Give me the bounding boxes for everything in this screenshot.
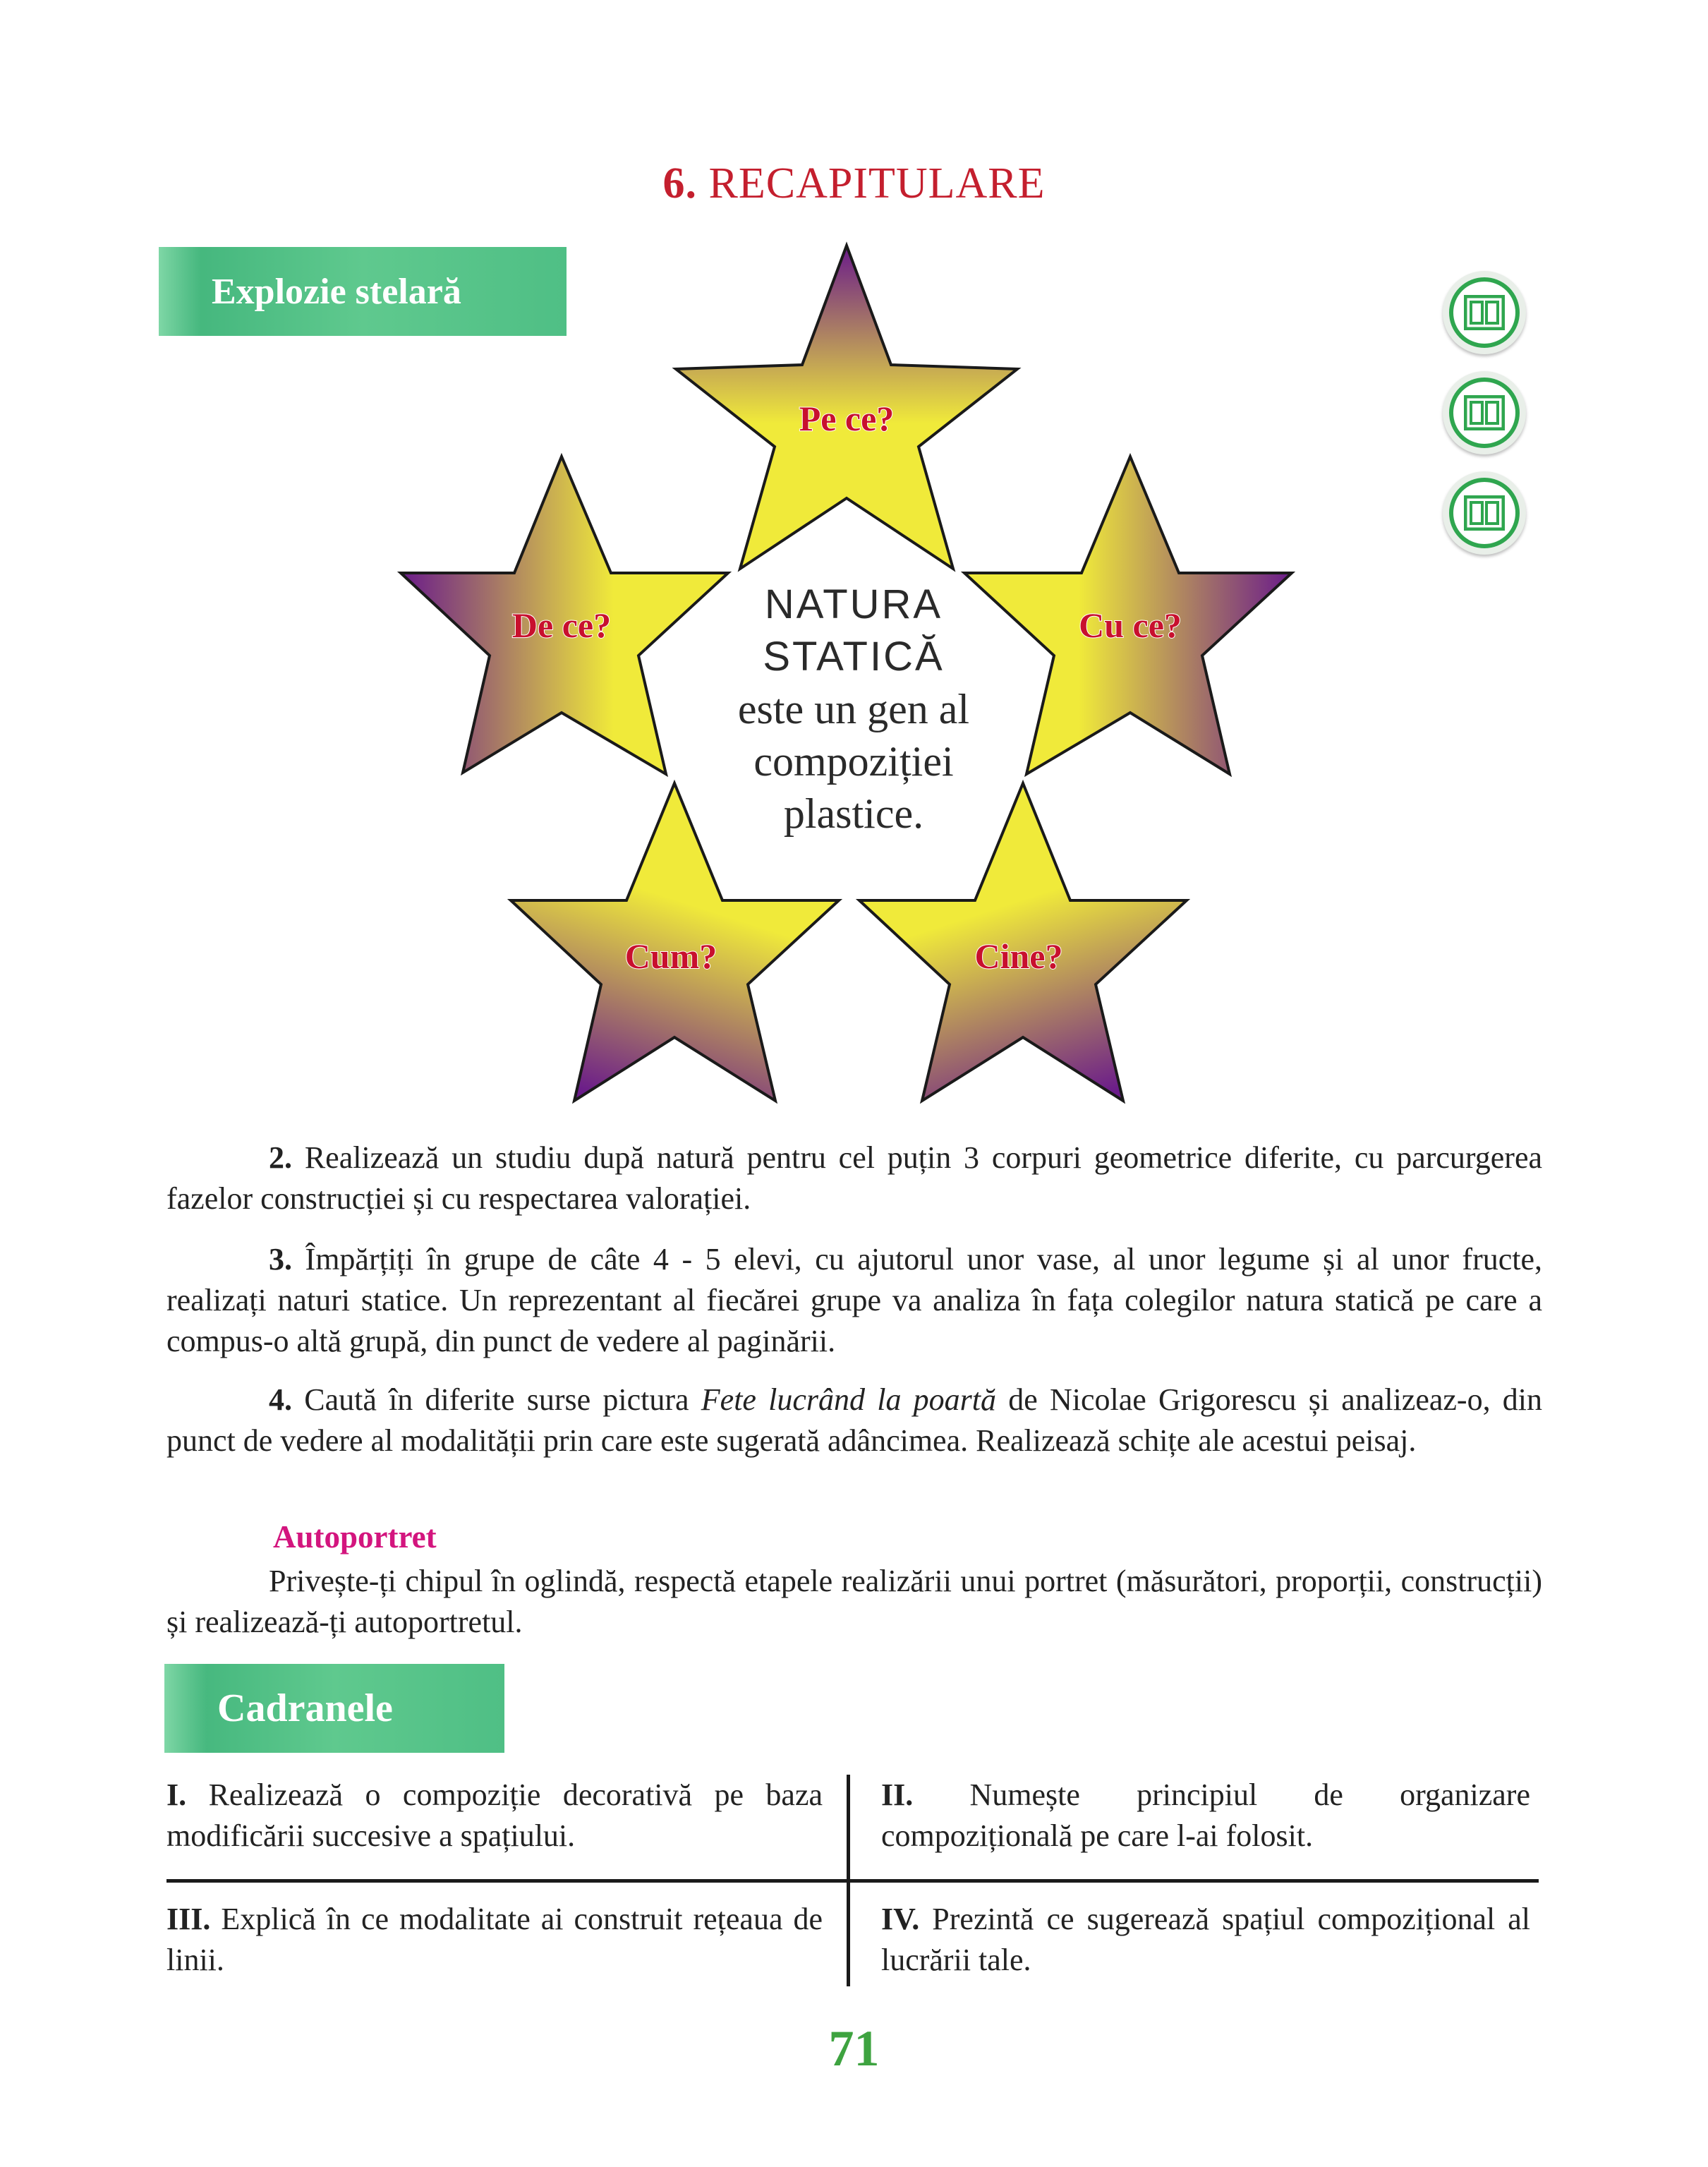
section-tag-cadranele — [164, 1664, 504, 1753]
exercise-number: 2. — [269, 1140, 292, 1175]
quadrant-number: I. — [166, 1777, 187, 1812]
quadrant-text: Realizează o compoziție decorativă pe baza modificării succesive a spațiului. — [166, 1777, 823, 1853]
quadrants-grid — [166, 1775, 1539, 1986]
exercise-4 — [166, 1380, 1542, 1461]
quadrant-2 — [881, 1775, 1530, 1857]
quadrant-4 — [881, 1899, 1530, 1981]
autoportret-heading: Autoportret — [273, 1519, 437, 1555]
center-statement — [663, 579, 1044, 840]
star-label-left: De ce? — [511, 605, 612, 645]
center-line-4: compoziției — [753, 738, 954, 785]
exercise-number: 4. — [269, 1382, 292, 1417]
quadrant-number: IV. — [881, 1902, 920, 1936]
exercise-2 — [166, 1137, 1542, 1219]
section-tag-label: Explozie stelară — [212, 271, 461, 312]
quadrant-1 — [166, 1775, 823, 1857]
quadrant-text: Numește principiul de organizare compozițională pe care l-ai folosit. — [881, 1777, 1530, 1853]
quadrant-text: Explică în ce modalitate ai construit rețeaua de linii. — [166, 1902, 823, 1977]
exercise-text: Realizează un studiu după natură pentru cel puțin 3 corpuri geometrice diferite, cu parcurgerea fazelor construcției și cu respectarea valorației. — [166, 1140, 1543, 1216]
quadrant-3 — [166, 1899, 823, 1981]
quadrant-text: Prezintă ce sugerează spațiul compozițional al lucrării tale. — [881, 1902, 1531, 1977]
star-label-bottom-right: Cine? — [974, 936, 1063, 976]
title-text: RECAPITULARE — [708, 159, 1046, 207]
autoportret-body: Privește-ți chipul în oglindă, respectă etapele realizării unui portret (măsurători, proporții, construcții) și realizează-ți autoportretul. — [166, 1564, 1542, 1639]
painting-title: Fete lucrând la poartă — [701, 1382, 997, 1417]
grid-vertical-divider — [847, 1775, 850, 1986]
exercise-3 — [166, 1239, 1542, 1362]
title-number: 6. — [662, 159, 697, 207]
quadrant-number: II. — [881, 1777, 914, 1812]
star-label-right: Cu ce? — [1079, 605, 1182, 645]
exercise-number: 3. — [269, 1242, 292, 1276]
exercise-text: Împărțiți în grupe de câte 4 - 5 elevi, cu ajutorul unor vase, al unor legume și al unor fructe, realizați naturi statice. Un reprezentant al fiecărei grupe va analiza în fața colegilor natura statică pe care a compus-o altă grupă, din punct de vedere al paginării. — [166, 1242, 1543, 1358]
exercise-text-start: Caută în diferite surse pictura — [304, 1382, 701, 1417]
section-tag-label: Cadranele — [217, 1686, 393, 1730]
center-line-3: este un gen al — [737, 686, 970, 732]
center-line-1: NATURA — [764, 581, 943, 627]
star-label-top: Pe ce? — [799, 399, 895, 438]
quadrant-number: III. — [166, 1902, 211, 1936]
page-number: 71 — [828, 2020, 880, 2077]
star-label-bottom-left: Cum? — [624, 936, 717, 976]
autoportret-text — [166, 1561, 1542, 1643]
center-line-5: plastice. — [783, 790, 924, 837]
center-line-2: STATICĂ — [763, 634, 945, 680]
exercise-text-end: de Nicolae Grigorescu și analizeaz-o, din punct de vedere al modalității prin care este sugerată adâncimea. Realizează schițe ale acestui peisaj. — [166, 1382, 1543, 1458]
grid-horizontal-divider — [166, 1879, 1539, 1883]
